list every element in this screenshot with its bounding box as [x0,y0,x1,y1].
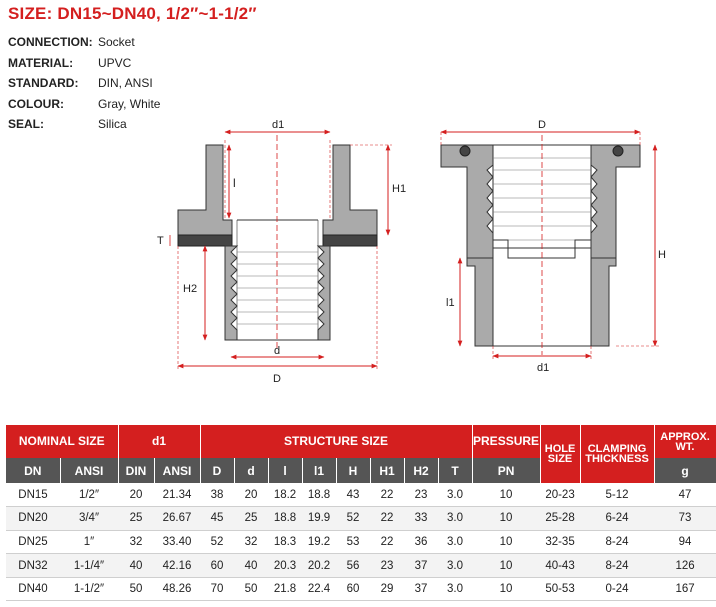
table-cell: 10 [472,554,540,578]
table-cell: 18.3 [268,530,302,554]
subheader-pn: PN [472,458,540,483]
table-row [6,577,716,601]
table-cell: 20-23 [540,483,580,507]
dim-label-h2: H2 [183,283,198,295]
table-cell: 33 [404,507,438,531]
left-section-view [157,119,406,385]
table-cell: 25 [118,507,154,531]
table-cell: 23 [370,554,404,578]
table-cell: 21.34 [154,483,200,507]
spec-value: DIN, ANSI [98,76,153,91]
table-cell: 3.0 [438,554,472,578]
table-cell: 60 [200,554,234,578]
table-cell: 52 [336,507,370,531]
table-cell: 26.67 [154,507,200,531]
table-cell: 3.0 [438,530,472,554]
dim-label-d1: d1 [272,119,285,131]
subheader-h1: H1 [370,458,404,483]
table-cell: 70 [200,577,234,601]
table-cell: DN32 [6,554,60,578]
table-cell: 50 [118,577,154,601]
table-cell: 3.0 [438,483,472,507]
dim-label-d: d [274,345,281,357]
subheader-l1: l1 [302,458,336,483]
table-cell: 45 [200,507,234,531]
table-cell: 53 [336,530,370,554]
table-cell: 43 [336,483,370,507]
subheader-d: d [234,458,268,483]
table-row [6,483,716,507]
table-cell: 1-1/4″ [60,554,118,578]
table-cell: 0-24 [580,577,654,601]
table-cell: 6-24 [580,507,654,531]
subheader-h: H [336,458,370,483]
spec-label: MATERIAL: [8,55,74,70]
table-cell: 8-24 [580,530,654,554]
table-cell: 22 [370,530,404,554]
table-cell: 22 [370,507,404,531]
page-title: SIZE: DN15~DN40, 1/2″~1-1/2″ [8,4,257,23]
spec-value: Silica [98,117,127,132]
dim-label-t: T [157,235,164,247]
table-cell: 40 [234,554,268,578]
subheader-h2: H2 [404,458,438,483]
table-cell: 10 [472,507,540,531]
table-cell: 126 [654,554,716,578]
spec-value: UPVC [98,55,132,70]
dim-label-d-right: D [538,119,546,131]
table-cell: 1/2″ [60,483,118,507]
header-clamping-thickness: CLAMPING THICKNESS [580,425,654,483]
subheader-ansi: ANSI [60,458,118,483]
table-cell: 29 [370,577,404,601]
dim-label-l: l [233,176,236,190]
table-cell: 40-43 [540,554,580,578]
spec-label: SEAL: [8,117,44,132]
table-cell: 5-12 [580,483,654,507]
subheader-t: T [438,458,472,483]
table-cell: 10 [472,483,540,507]
table-cell: 60 [336,577,370,601]
table-cell: DN25 [6,530,60,554]
dim-label-h: H [658,249,666,261]
subheader-dn: DN [6,458,60,483]
dim-label-h1: H1 [392,183,407,195]
table-cell: 10 [472,577,540,601]
table-cell: 21.8 [268,577,302,601]
table-cell: 56 [336,554,370,578]
table-cell: 3/4″ [60,507,118,531]
table-cell: 47 [654,483,716,507]
spec-label: STANDARD: [8,76,79,91]
table-cell: 32 [118,530,154,554]
table-body [6,483,716,601]
subheader-ansi-d1: ANSI [154,458,200,483]
table-cell: 38 [200,483,234,507]
table-cell: 20 [118,483,154,507]
subheader-g: g [654,458,716,483]
table-cell: 167 [654,577,716,601]
table-cell: 23 [404,483,438,507]
header-d1: d1 [118,425,200,458]
table-cell: 37 [404,577,438,601]
table-row [6,530,716,554]
table-cell: 18.8 [268,507,302,531]
table-cell: 50 [234,577,268,601]
table-cell: 94 [654,530,716,554]
table-cell: DN15 [6,483,60,507]
spec-value: Socket [98,35,135,50]
header-hole-size: HOLE SIZE [540,425,580,483]
spec-value: Gray, White [98,96,161,111]
table-cell: 32-35 [540,530,580,554]
table-cell: 52 [200,530,234,554]
table-cell: 33.40 [154,530,200,554]
table-row [6,507,716,531]
table-cell: 3.0 [438,507,472,531]
spec-label: CONNECTION: [8,35,93,50]
header-structure-size: STRUCTURE SIZE [200,425,472,458]
table-cell: 25-28 [540,507,580,531]
table-cell: 73 [654,507,716,531]
table-cell: 50-53 [540,577,580,601]
dimensions-table-wrapper [6,425,716,601]
dimensions-table [6,425,716,601]
table-cell: 20.2 [302,554,336,578]
table-cell: 32 [234,530,268,554]
subheader-l: l [268,458,302,483]
subheader-big-d: D [200,458,234,483]
table-cell: 25 [234,507,268,531]
table-cell: 19.2 [302,530,336,554]
header-pressure: PRESSURE [472,425,540,458]
table-cell: 42.16 [154,554,200,578]
table-cell: 18.8 [302,483,336,507]
table-cell: 1-1/2″ [60,577,118,601]
table-cell: 1″ [60,530,118,554]
table-cell: 18.2 [268,483,302,507]
table-cell: 3.0 [438,577,472,601]
table-cell: DN40 [6,577,60,601]
table-cell: 48.26 [154,577,200,601]
dim-label-l1: l1 [446,297,455,309]
dim-label-d1-right: d1 [537,362,550,374]
table-cell: 36 [404,530,438,554]
table-cell: 22 [370,483,404,507]
subheader-din: DIN [118,458,154,483]
right-section-view [441,119,666,374]
header-approx-wt: APPROX. WT. [654,425,716,458]
dim-label-big-d: D [273,373,281,385]
table-cell: 10 [472,530,540,554]
spec-label: COLOUR: [8,96,64,111]
table-row [6,554,716,578]
header-nominal-size: NOMINAL SIZE [6,425,118,458]
table-cell: 40 [118,554,154,578]
table-cell: 20.3 [268,554,302,578]
table-cell: 37 [404,554,438,578]
table-cell: 19.9 [302,507,336,531]
table-cell: 20 [234,483,268,507]
table-cell: 8-24 [580,554,654,578]
table-cell: DN20 [6,507,60,531]
table-cell: 22.4 [302,577,336,601]
